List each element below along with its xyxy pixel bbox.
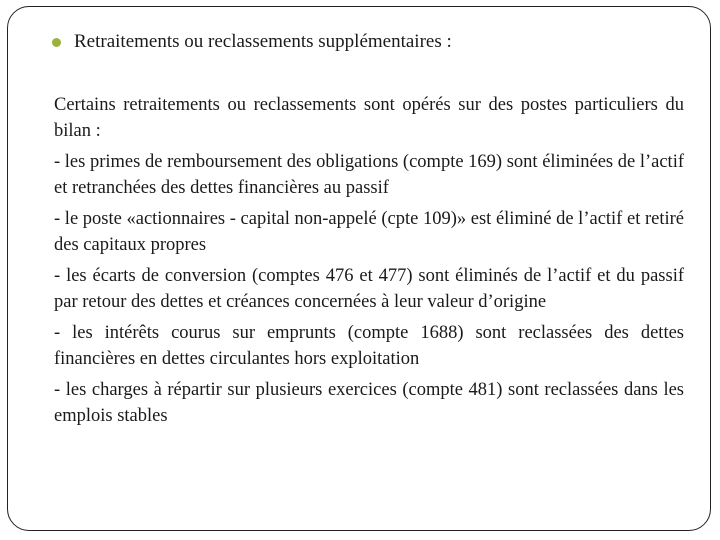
paragraph-item: - les écarts de conversion (comptes 476 et 477) sont éliminés de l’actif et du passif par retour des dettes et créances concernées à leur valeur d’origine xyxy=(54,266,684,312)
slide-heading: Retraitements ou reclassements supplémentaires : xyxy=(74,31,452,52)
heading-row xyxy=(52,31,452,53)
paragraph-item: - les primes de remboursement des obligations (compte 169) sont éliminées de l’actif et retranchées des dettes financières au passif xyxy=(54,152,684,198)
bullet-icon xyxy=(52,38,61,47)
paragraph-item: - le poste «actionnaires - capital non-appelé (cpte 109)» est éliminé de l’actif et retiré des capitaux propres xyxy=(54,209,684,255)
slide-frame xyxy=(7,6,711,531)
body-text xyxy=(54,93,684,435)
paragraph-intro: Certains retraitements ou reclassements sont opérés sur des postes particuliers du bilan : xyxy=(54,95,684,141)
paragraph-item: - les intérêts courus sur emprunts (compte 1688) sont reclassées des dettes financières en dettes circulantes hors exploitation xyxy=(54,323,684,369)
paragraph-item: - les charges à répartir sur plusieurs exercices (compte 481) sont reclassées dans les emplois stables xyxy=(54,380,684,426)
